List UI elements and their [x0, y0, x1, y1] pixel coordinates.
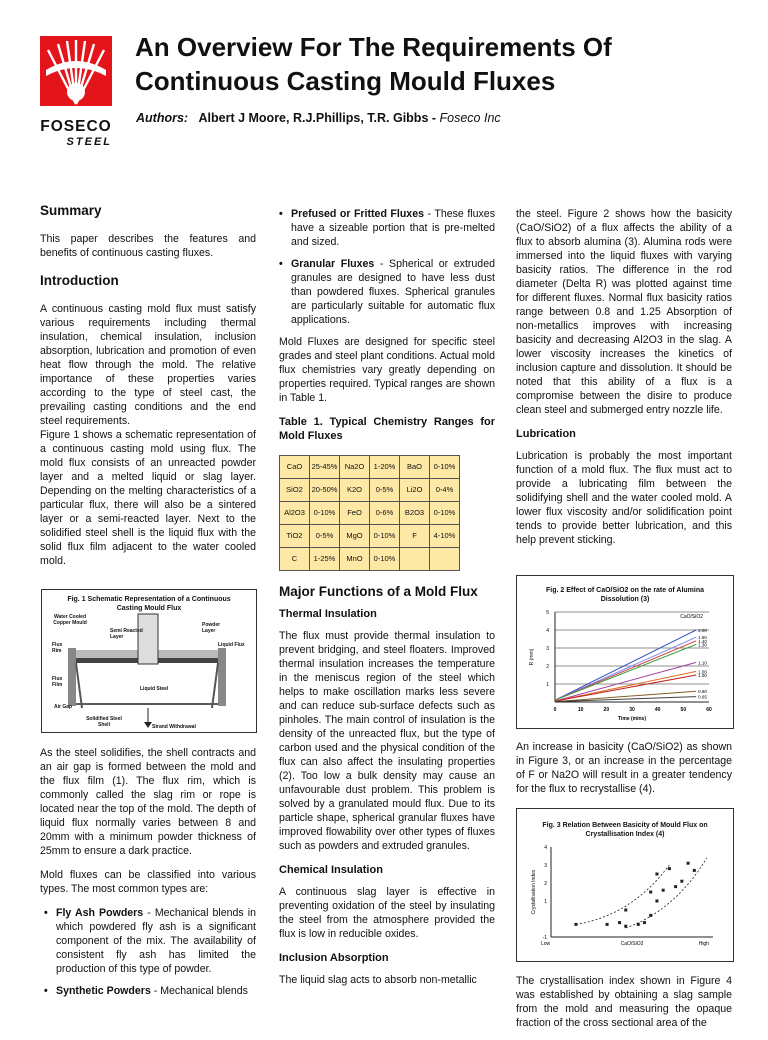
table-cell: 0-6%	[370, 502, 400, 525]
series-label: 2.00	[698, 628, 707, 633]
scatter-point	[649, 891, 652, 894]
label-flux-rim: Flux Rim	[52, 642, 63, 654]
label-liquid-flux: Liquid Flux	[218, 642, 245, 648]
x-tick-label: 10	[577, 707, 584, 713]
series-line	[555, 644, 696, 700]
table-cell: 25-45%	[310, 456, 340, 479]
paragraph-basicity: the steel. Figure 2 shows how the basicity (CaO/SiO2) of a flux affects the ability of a flux to absorb alumina (3). Alumina rods were immersed into the liquid fluxes with varying basicity ratios. The difference in the rod diameter (Delta R) was plotted against time for different fluxes. Normal flux basicity ratios range between 0.8 and 1.25 Absorption of non-metallics improves with increasing basicity and decreasing Al2O3 in the slag. A lower viscosity increases the kinetics of inclusion capture and dissolution. It should be noted that this ability of a flux is a compromise between the disire to produce clean steel and submerged entry nozzle life.	[516, 208, 732, 416]
column-3-end	[516, 974, 732, 1040]
flux-types-list-2	[279, 207, 495, 327]
y-tick-label: -1	[542, 935, 547, 941]
thermal-paragraph: The flux must provide thermal insulation to prevent bridging, and steel floaters. Improved thermal insulation increases the temperature in the meniscus region of the steel which helps to make oscillation marks less severe and can reduce sub-surface defects such as pinholes. The main control of insulation is the density of the unreacted flux, but the type of carbon used and the physical condition of the flux can also affect the insulating properties (2). Too low a bulk density may cause an unfavourable dust problem. This problem is solved by a granulated mould flux. Due to its particle shape, spherical granular fluxes have improved flowability over other types of fluxes such as powders and extruded granules.	[279, 630, 495, 852]
flux-types-list	[40, 906, 256, 998]
x-tick-label: 40	[654, 707, 661, 713]
paragraph-classification: Mold fluxes can be classified into various types. The most common types are:	[40, 869, 256, 895]
series-label: 1.30	[698, 642, 707, 648]
paragraph-crystallisation-index: The crystallisation index shown in Figure 4 was established by obtaining a slag sample from the mold and measuring the opaque fraction of the cross sectional area of the	[516, 975, 732, 1029]
figure-2	[516, 575, 734, 729]
scatter-point	[618, 921, 621, 924]
series-label: 1.00	[698, 673, 707, 678]
authors-line	[136, 111, 501, 125]
table-cell: 0-10%	[430, 502, 460, 525]
table-cell: 0-5%	[310, 525, 340, 548]
series-label: 1.50	[698, 635, 707, 641]
list-item-prefused: • Prefused or Fritted Fluxes - These fluxes have a sizeable portion that is pre-melted and sized.	[279, 208, 495, 248]
scatter-point	[668, 867, 671, 870]
logo-word: FOSECO	[40, 118, 112, 135]
scatter-point	[674, 885, 677, 888]
y-tick-label: 1	[546, 682, 549, 688]
y-tick-label: 4	[546, 628, 549, 634]
table-cell: CaO	[280, 456, 310, 479]
x-right-label: High	[698, 941, 709, 947]
chemistry-table	[279, 455, 460, 571]
table-cell: TiO2	[280, 525, 310, 548]
series-line	[555, 641, 696, 700]
figure-1	[41, 589, 257, 733]
inclusion-paragraph: The liquid slag acts to absorb non-metallic	[279, 974, 477, 986]
table-cell: 0-4%	[430, 479, 460, 502]
intro-paragraph-1: A continuous casting mold flux must satisfy various requirements including thermal insulation, chemical insulation, inclusion absorption, lubrication and promotion of even heat flow through the mold. The relative importance of these properties varies according to the type of steel cast, the prevailing casting conditions and the end steel requirements.	[40, 303, 256, 427]
series-line	[555, 630, 696, 700]
y-tick-label: 2	[544, 881, 547, 887]
table-cell: MgO	[340, 525, 370, 548]
table-cell: Na2O	[340, 456, 370, 479]
y-tick-label: 5	[546, 610, 549, 616]
lubrication-paragraph: Lubrication is probably the most important function of a mold flux. The flux must act to provide a lubricating film between the solidifying shell and the water cooled mold. A lower flux viscosity and/or solidification point tends to provide better lubrication, and this help prevent sticking.	[516, 450, 732, 546]
paragraph-recrystallise: An increase in basicity (CaO/SiO2) as shown in Figure 3, or an increase in the percentage of F or Na2O will result in a greater tendency for the flux to recrystallise (4).	[516, 741, 732, 795]
label-air-gap: Air Gap	[54, 704, 73, 710]
foseco-logo	[34, 32, 118, 148]
summary-heading: Summary	[40, 203, 102, 218]
x-tick-label: 0	[553, 707, 557, 713]
page-title: An Overview For The Requirements Of Continuous Casting Mould Fluxes	[135, 32, 612, 96]
y-tick-label: 3	[544, 863, 547, 869]
table-cell	[400, 548, 430, 571]
column-1-continued	[40, 746, 256, 1006]
list-item-synthetic: • Synthetic Powders - Mechanical blends	[44, 985, 248, 997]
series-label: 1.10	[698, 660, 707, 666]
introduction-heading: Introduction	[40, 273, 119, 288]
foseco-emblem-icon	[34, 32, 118, 112]
list-item-granular: • Granular Fluxes - Spherical or extruded granules are designed to have less dust than powdered fluxes. Spherical granules are particularly suitable for automatic flux applications.	[279, 258, 495, 326]
column-2	[279, 207, 495, 997]
figure-2-chart	[517, 604, 733, 728]
x-tick-label: 60	[706, 707, 712, 713]
table-row	[280, 525, 460, 548]
label-strand-withdrawal: Strand Withdrawal	[152, 724, 196, 730]
table-cell: Li2O	[400, 479, 430, 502]
legend-title: CaO/SiO2	[680, 614, 703, 620]
label-powder-layer: Powder Layer	[202, 622, 221, 634]
table-cell: 0-10%	[370, 525, 400, 548]
figure-3	[516, 808, 734, 962]
y-axis-label: Crystallisation Index	[531, 869, 537, 915]
table-row	[280, 479, 460, 502]
scatter-point	[655, 900, 658, 903]
table-cell: K2O	[340, 479, 370, 502]
x-axis-label: CaO/SiO2	[620, 941, 644, 947]
major-functions-heading: Major Functions of a Mold Flux	[279, 584, 478, 599]
lubrication-heading: Lubrication	[516, 428, 576, 440]
figure-2-title: Fig. 2 Effect of CaO/SiO2 on the rate of Alumina Dissolution (3)	[545, 587, 705, 603]
authors-org: Foseco Inc	[439, 111, 501, 125]
table-row	[280, 456, 460, 479]
paragraph-air-gap: As the steel solidifies, the shell contracts and an air gap is formed between the mold and the flux film (1). The flux rim, which is commonly called the slag rim or rope is located near the top of the mold. The depth of liquid flux normally varies between 8 and 20mm with a minimum powder thickness of 25mm to ensure a dark practice.	[40, 747, 256, 857]
y-axis-label: R (mm)	[529, 648, 535, 666]
table-cell: 4-10%	[430, 525, 460, 548]
column-3	[516, 207, 732, 557]
label-water-cooled: Water Cooled Copper Mould	[53, 614, 87, 626]
trend-curve-left	[576, 865, 669, 924]
x-tick-label: 50	[680, 707, 687, 713]
series-label: 1.40	[698, 638, 707, 644]
scatter-point	[606, 923, 609, 926]
table-cell: F	[400, 525, 430, 548]
x-tick-label: 30	[629, 707, 635, 713]
table-cell: 20-50%	[310, 479, 340, 502]
summary-paragraph: This paper describes the features and benefits of continuous casting fluxes.	[40, 233, 256, 259]
table-cell: 0-10%	[430, 456, 460, 479]
y-tick-label: 1	[544, 899, 547, 905]
table-caption: Table 1. Typical Chemistry Ranges for Mold Fluxes	[279, 416, 495, 442]
table-row	[280, 548, 460, 571]
table-cell: 1-20%	[370, 456, 400, 479]
series-label: 1.00	[698, 669, 707, 675]
table-cell: BaO	[400, 456, 430, 479]
table-cell: Al2O3	[280, 502, 310, 525]
label-liquid-steel: Liquid Steel	[140, 686, 169, 692]
scatter-point	[680, 880, 683, 883]
scatter-point	[643, 921, 646, 924]
authors-label: Authors:	[136, 111, 189, 125]
x-tick-label: 20	[603, 707, 610, 713]
label-flux-film: Flux Film	[52, 676, 63, 688]
table-cell: FeO	[340, 502, 370, 525]
intro-paragraph-2: Figure 1 shows a schematic representation of a continuous casting mold using flux. The mold flux consists of an unreacted powder layer and a melted liquid or slag layer. Depending on the melting characteristics of a particular flux, there will also be a sintered layer or a semi-reacted layer. Next to the solidified steel shell is the liquid flux with the solid flux film adjacent to the water cooled mold.	[40, 429, 256, 567]
table-cell: B2O3	[400, 502, 430, 525]
scatter-point	[662, 889, 665, 892]
table-cell: MnO	[340, 548, 370, 571]
scatter-point	[693, 869, 696, 872]
scatter-point	[655, 873, 658, 876]
authors-names: Albert J Moore, R.J.Phillips, T.R. Gibbs -	[198, 111, 437, 125]
table-cell: 0-5%	[370, 479, 400, 502]
paragraph-mold-fluxes: Mold Fluxes are designed for specific steel grades and steel plant conditions. Actual mold flux chemistries vary greatly depending on properties required. Typical ranges are shown in Table 1.	[279, 336, 495, 404]
logo-sub: STEEL	[66, 136, 112, 148]
label-semi-reacted: Semi Reacted Layer	[110, 628, 143, 640]
scatter-point	[624, 909, 627, 912]
y-tick-label: 3	[546, 646, 549, 652]
series-label: 0.80	[698, 689, 707, 695]
table-cell: 0-10%	[370, 548, 400, 571]
figure-3-chart	[517, 837, 733, 961]
table-cell	[430, 548, 460, 571]
label-solidified-shell: Solidified Steel Shell	[86, 716, 122, 728]
table-cell: 0-10%	[310, 502, 340, 525]
scatter-point	[687, 862, 690, 865]
inclusion-absorption-heading: Inclusion Absorption	[279, 952, 389, 964]
table-cell: C	[280, 548, 310, 571]
y-tick-label: 4	[544, 845, 547, 851]
chemical-paragraph: A continuous slag layer is effective in preventing oxidation of the steel by insulating the steel from the atmosphere provided the flux is low in reducible oxides.	[279, 886, 495, 940]
figure-3-title: Fig. 3 Relation Between Basicity of Mould Flux on Crystallisation Index (4)	[542, 822, 708, 838]
table-row	[280, 502, 460, 525]
list-item-fly-ash: • Fly Ash Powders - Mechanical blends in which powdered fly ash is a significant component of the mix. The availability of consistent fly ash has limited the production of this type of powder.	[44, 907, 256, 975]
x-axis-label: Time (mins)	[618, 716, 646, 722]
column-3-continued	[516, 740, 732, 806]
thermal-insulation-heading: Thermal Insulation	[279, 608, 377, 620]
figure-1-title: Fig. 1 Schematic Representation of a Continuous Casting Mould Flux	[67, 596, 231, 612]
table-cell: 1-25%	[310, 548, 340, 571]
chemical-insulation-heading: Chemical Insulation	[279, 864, 383, 876]
column-1	[40, 204, 256, 578]
series-label: 0.65	[698, 694, 707, 700]
y-tick-label: 2	[546, 664, 549, 670]
table-cell: SiO2	[280, 479, 310, 502]
x-left-label: Low	[541, 941, 551, 947]
trend-curve-right	[626, 858, 707, 928]
